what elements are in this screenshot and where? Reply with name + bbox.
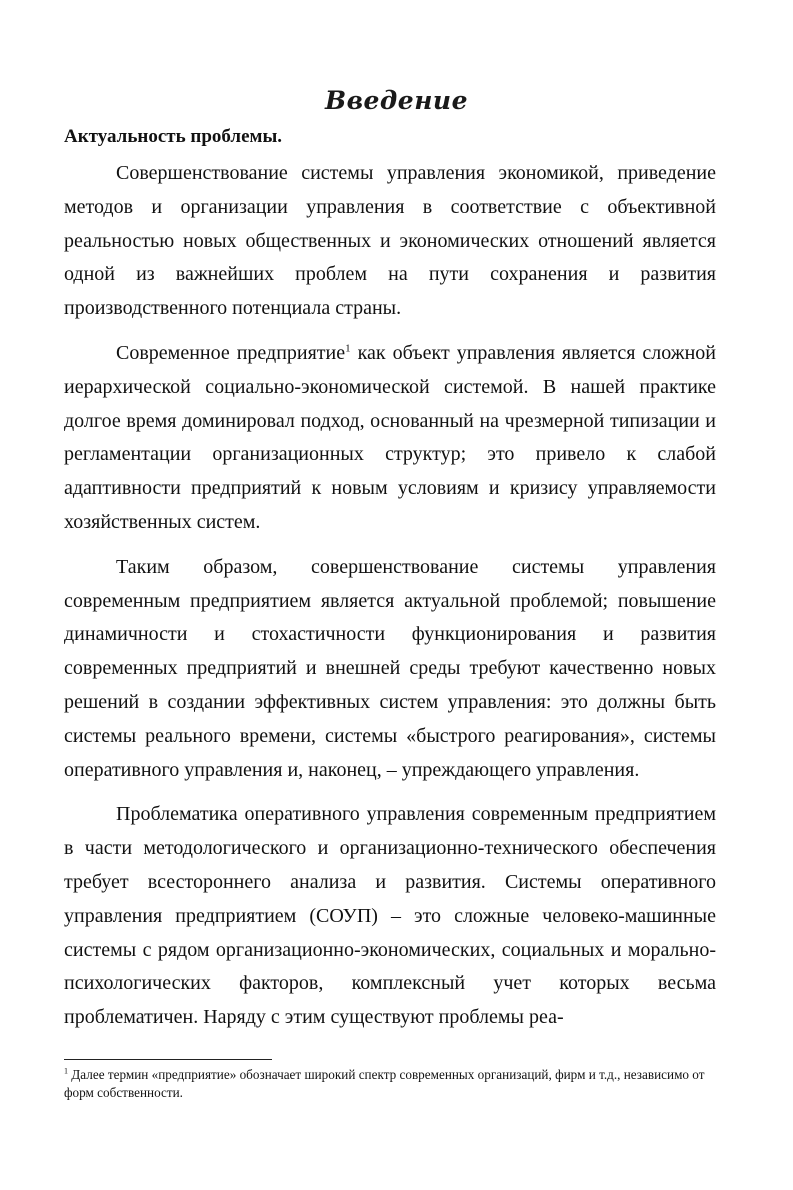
section-heading: Актуальность проблемы. (64, 126, 283, 147)
paragraph-2-text-end: как объект управления является сложной иерархической социально-экономической системой. В нашей практике долгое время доминировал подход, основанный на чрезмерной типизации и регламентации организационных структур; это привело к слабой адаптивности предприятий к новым условиям и кризису управляемости хозяйственных систем. (64, 341, 717, 533)
footnote-reference: 1 (345, 342, 351, 355)
footnote-text: Далее термин «предприятие» обозначает широкий спектр современных организаций, фирм и т.д., независимо от форм собственности. (64, 1067, 705, 1100)
paragraph-2 (64, 337, 716, 540)
footnote-mark: 1 (64, 1066, 68, 1076)
paragraph-4: Проблематика оперативного управления современным предприятием в части методологического и организационно-технического обеспечения требует всестороннего анализа и развития. Системы оперативного управления предприятием (СОУП) – это сложные человеко-машинные системы с рядом организационно-экономических, социальных и морально-психологических факторов, комплексный учет которых весьма проблематичен. Наряду с этим существуют проблемы реа- (64, 803, 716, 1029)
footnote-divider (64, 1059, 272, 1060)
body-text (64, 157, 716, 1046)
paragraph-3: Таким образом, совершенствование системы управления современным предприятием является актуальной проблемой; повышение динамичности и стохастичности функционирования и развития современных предприятий и внешней среды требуют качественно новых решений в создании эффективных систем управления: это должны быть системы реального времени, системы «быстрого реагирования», системы оперативного управления и, наконец, – упреждающего управления. (64, 555, 716, 781)
paragraph-1: Совершенствование системы управления экономикой, приведение методов и организации управления в соответствие с объективной реальностью новых общественных и экономических отношений является одной из важнейших проблем на пути сохранения и развития производственного потенциала страны. (64, 162, 716, 320)
paragraph-2-text-start: Современное предприятие (116, 341, 346, 364)
footnote (64, 1066, 716, 1102)
page-title: Введение (324, 86, 469, 115)
